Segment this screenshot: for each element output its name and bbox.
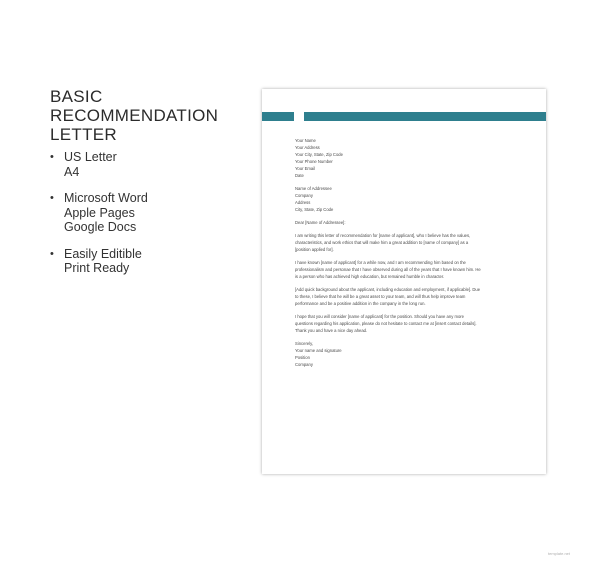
format-item: Apple Pages (64, 205, 135, 220)
closing-line: Your name and signature (295, 348, 342, 353)
salutation-line: Dear [Name of Addressee]: (295, 220, 346, 225)
sender-line: Your Name (295, 138, 316, 143)
paragraph-line: [position applied for]. (295, 247, 334, 252)
sender-line: Your Address (295, 145, 320, 150)
paragraph (295, 259, 521, 280)
paragraph-line: I hope that you will consider [name of applicant] for the position. Should you have any more (295, 314, 464, 319)
recipient-line: Address (295, 200, 311, 205)
paragraph-line: Thank you and have a nice day ahead. (295, 328, 368, 333)
paragraph (295, 286, 521, 307)
recipient-block (295, 185, 521, 213)
letter-body (295, 137, 521, 374)
header-band-right (304, 112, 546, 121)
header-band (262, 112, 546, 121)
paragraph-line: questions regarding his application, please do not hesitate to contact me at [insert contact details]. (295, 321, 477, 326)
page-title: BASIC RECOMMENDATION LETTER (50, 87, 219, 144)
recipient-line: City, State, Zip Code (295, 207, 334, 212)
paragraph-line: [Add quick background about the applicant, including education and employment, if applicable]. Due (295, 287, 481, 292)
paragraph-line: is a person who has achieved high education, but remained humble in character. (295, 274, 445, 279)
format-list (50, 150, 148, 288)
format-item: US Letter (64, 150, 117, 164)
watermark: template.net (547, 551, 570, 556)
format-group-software (50, 191, 148, 235)
sender-line: Your Email (295, 166, 316, 171)
format-item: A4 (64, 164, 80, 179)
bullet-icon: • (50, 247, 54, 260)
header-band-chevron (294, 112, 304, 121)
format-group-paper (50, 150, 148, 179)
format-item: Easily Editible (64, 246, 142, 261)
closing-line: Company (295, 362, 313, 367)
salutation (295, 219, 521, 226)
sender-line: Date (295, 173, 304, 178)
recipient-line: Name of Addressee (295, 186, 332, 191)
bullet-icon: • (50, 192, 54, 204)
paragraph-line: I have known [name of applicant] for a while now, and I am recommending him based on the (295, 260, 466, 265)
header-band-left (262, 112, 294, 121)
paragraph-line: professionalism and personae that I have observed during all of the years that I have known him. He (295, 267, 481, 272)
paragraph (295, 232, 521, 253)
closing-block (295, 340, 521, 368)
paragraph-line: to these, I believe that he will be a great asset to your team, and will thus help improve team (295, 294, 466, 299)
sender-block (295, 137, 521, 179)
format-group-features (50, 247, 148, 276)
bullet-icon: • (50, 151, 54, 163)
format-item: Print Ready (64, 261, 130, 275)
closing-line: Position (295, 355, 310, 360)
paragraph-line: I am writing this letter of recommendation for [name of applicant], who I believe has the values, (295, 233, 471, 238)
format-item: Google Docs (64, 220, 137, 234)
sender-line: Your City, State, Zip Code (295, 152, 343, 157)
paragraph-line: performance and be a positive addition in the company in the long run. (295, 301, 426, 306)
recipient-line: Company (295, 193, 313, 198)
format-item: Microsoft Word (64, 191, 148, 205)
paragraph (295, 313, 521, 334)
closing-line: Sincerely, (295, 341, 314, 346)
paragraph-line: characteristics, and work ethics that will make him a great addition to [name of company] as a (295, 240, 469, 245)
sender-line: Your Phone Number (295, 159, 333, 164)
